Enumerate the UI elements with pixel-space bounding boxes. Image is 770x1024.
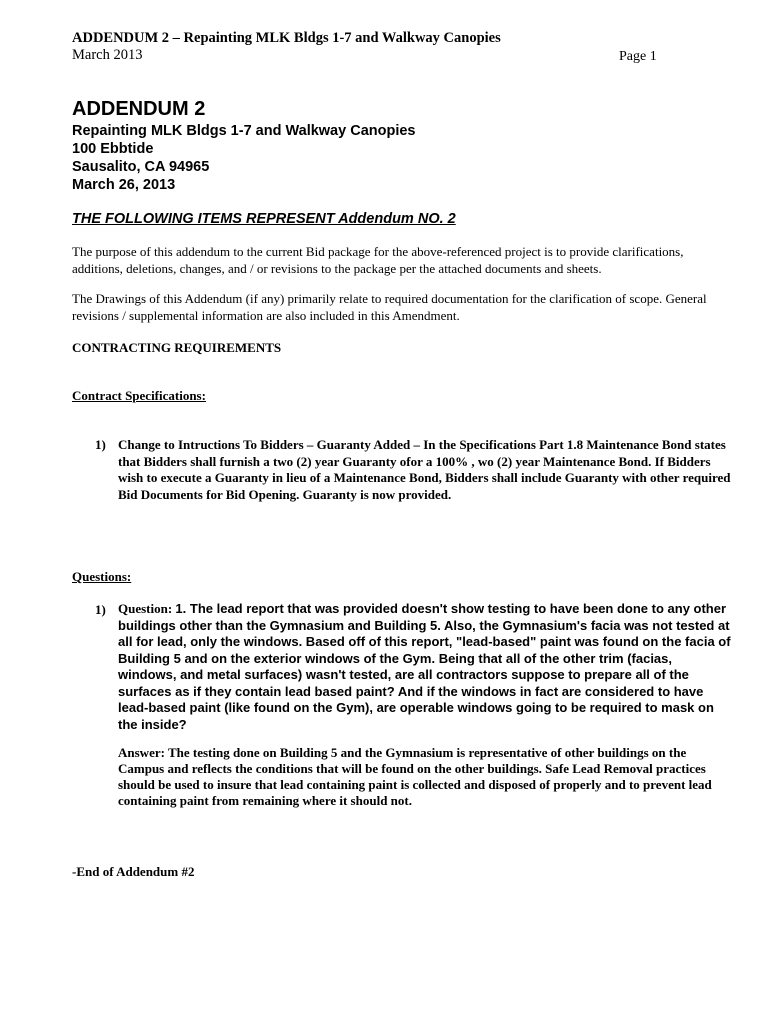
question-body bbox=[118, 601, 733, 809]
project-address: 100 Ebbtide bbox=[72, 141, 154, 157]
addendum-title: ADDENDUM 2 bbox=[72, 98, 206, 120]
question-item-number: 1) bbox=[95, 602, 106, 617]
question-text-block bbox=[118, 601, 733, 733]
end-of-addendum: -End of Addendum #2 bbox=[72, 864, 195, 879]
project-city: Sausalito, CA 94965 bbox=[72, 159, 210, 175]
project-info bbox=[72, 122, 415, 194]
purpose-paragraph: The purpose of this addendum to the current Bid package for the above-referenced project is to provide clarifications, additions, deletions, changes, and / or revisions to the package per the attached documents and sheets. bbox=[72, 244, 684, 276]
contract-item-text: Change to Intructions To Bidders – Guaranty Added – In the Specifications Part 1.8 Maintenance Bond states that Bidders shall furnish a two (2) year Guaranty ofor a 100% , wo (2) year Maintenance Bond. If Bidders wish to execute a Guaranty in lieu of a Maintenance Bond, Bidders shall include Guaranty with other required Bid Documents for Bid Opening. Guaranty is now provided. bbox=[118, 437, 731, 502]
contracting-heading: CONTRACTING REQUIREMENTS bbox=[72, 340, 282, 355]
contract-specifications-heading: Contract Specifications: bbox=[72, 388, 206, 403]
project-date: March 26, 2013 bbox=[72, 177, 176, 193]
questions-heading: Questions: bbox=[72, 569, 132, 584]
drawings-paragraph: The Drawings of this Addendum (if any) primarily relate to required documentation for the clarification of scope. General revisions / supplemental information are also included in this Amendment. bbox=[72, 291, 707, 323]
project-name: Repainting MLK Bldgs 1-7 and Walkway Canopies bbox=[72, 123, 416, 139]
contract-item-number: 1) bbox=[95, 437, 106, 452]
header-title: ADDENDUM 2 – Repainting MLK Bldgs 1-7 and Walkway Canopies bbox=[72, 30, 501, 46]
question-label: Question: bbox=[118, 601, 176, 616]
header-date: March 2013 bbox=[72, 47, 143, 63]
answer-text: Answer: The testing done on Building 5 and the Gymnasium is representative of other buildings on the Campus and reflects the conditions that will be found on the other buildings. Safe Lead Removal practices should be used to insure that lead containing paint is collected and disposed of properly and to prevent lead containing paint from remaining where it should not. bbox=[118, 745, 712, 808]
page-number: Page 1 bbox=[619, 49, 657, 64]
question-text: 1. The lead report that was provided doesn't show testing to have been done to any other buildings other than the Gymnasium and Building 5. Also, the Gymnasium's facia was not tested at all for lead, only the windows. Based off of this report, "lead-based" paint was found on the facia of Building 5 and on the exterior windows of the Gym. Being that all of the other trim (facias, windows, and metal surfaces) wasn't tested, are all contractors suppose to prepare all of the surfaces as if they contain lead based paint? And if the windows in fact are considered to have lead-based paint (like found on the Gym), are operable windows going to be required to mask on the inside? bbox=[118, 601, 731, 732]
items-heading: THE FOLLOWING ITEMS REPRESENT Addendum NO. 2 bbox=[72, 211, 456, 227]
